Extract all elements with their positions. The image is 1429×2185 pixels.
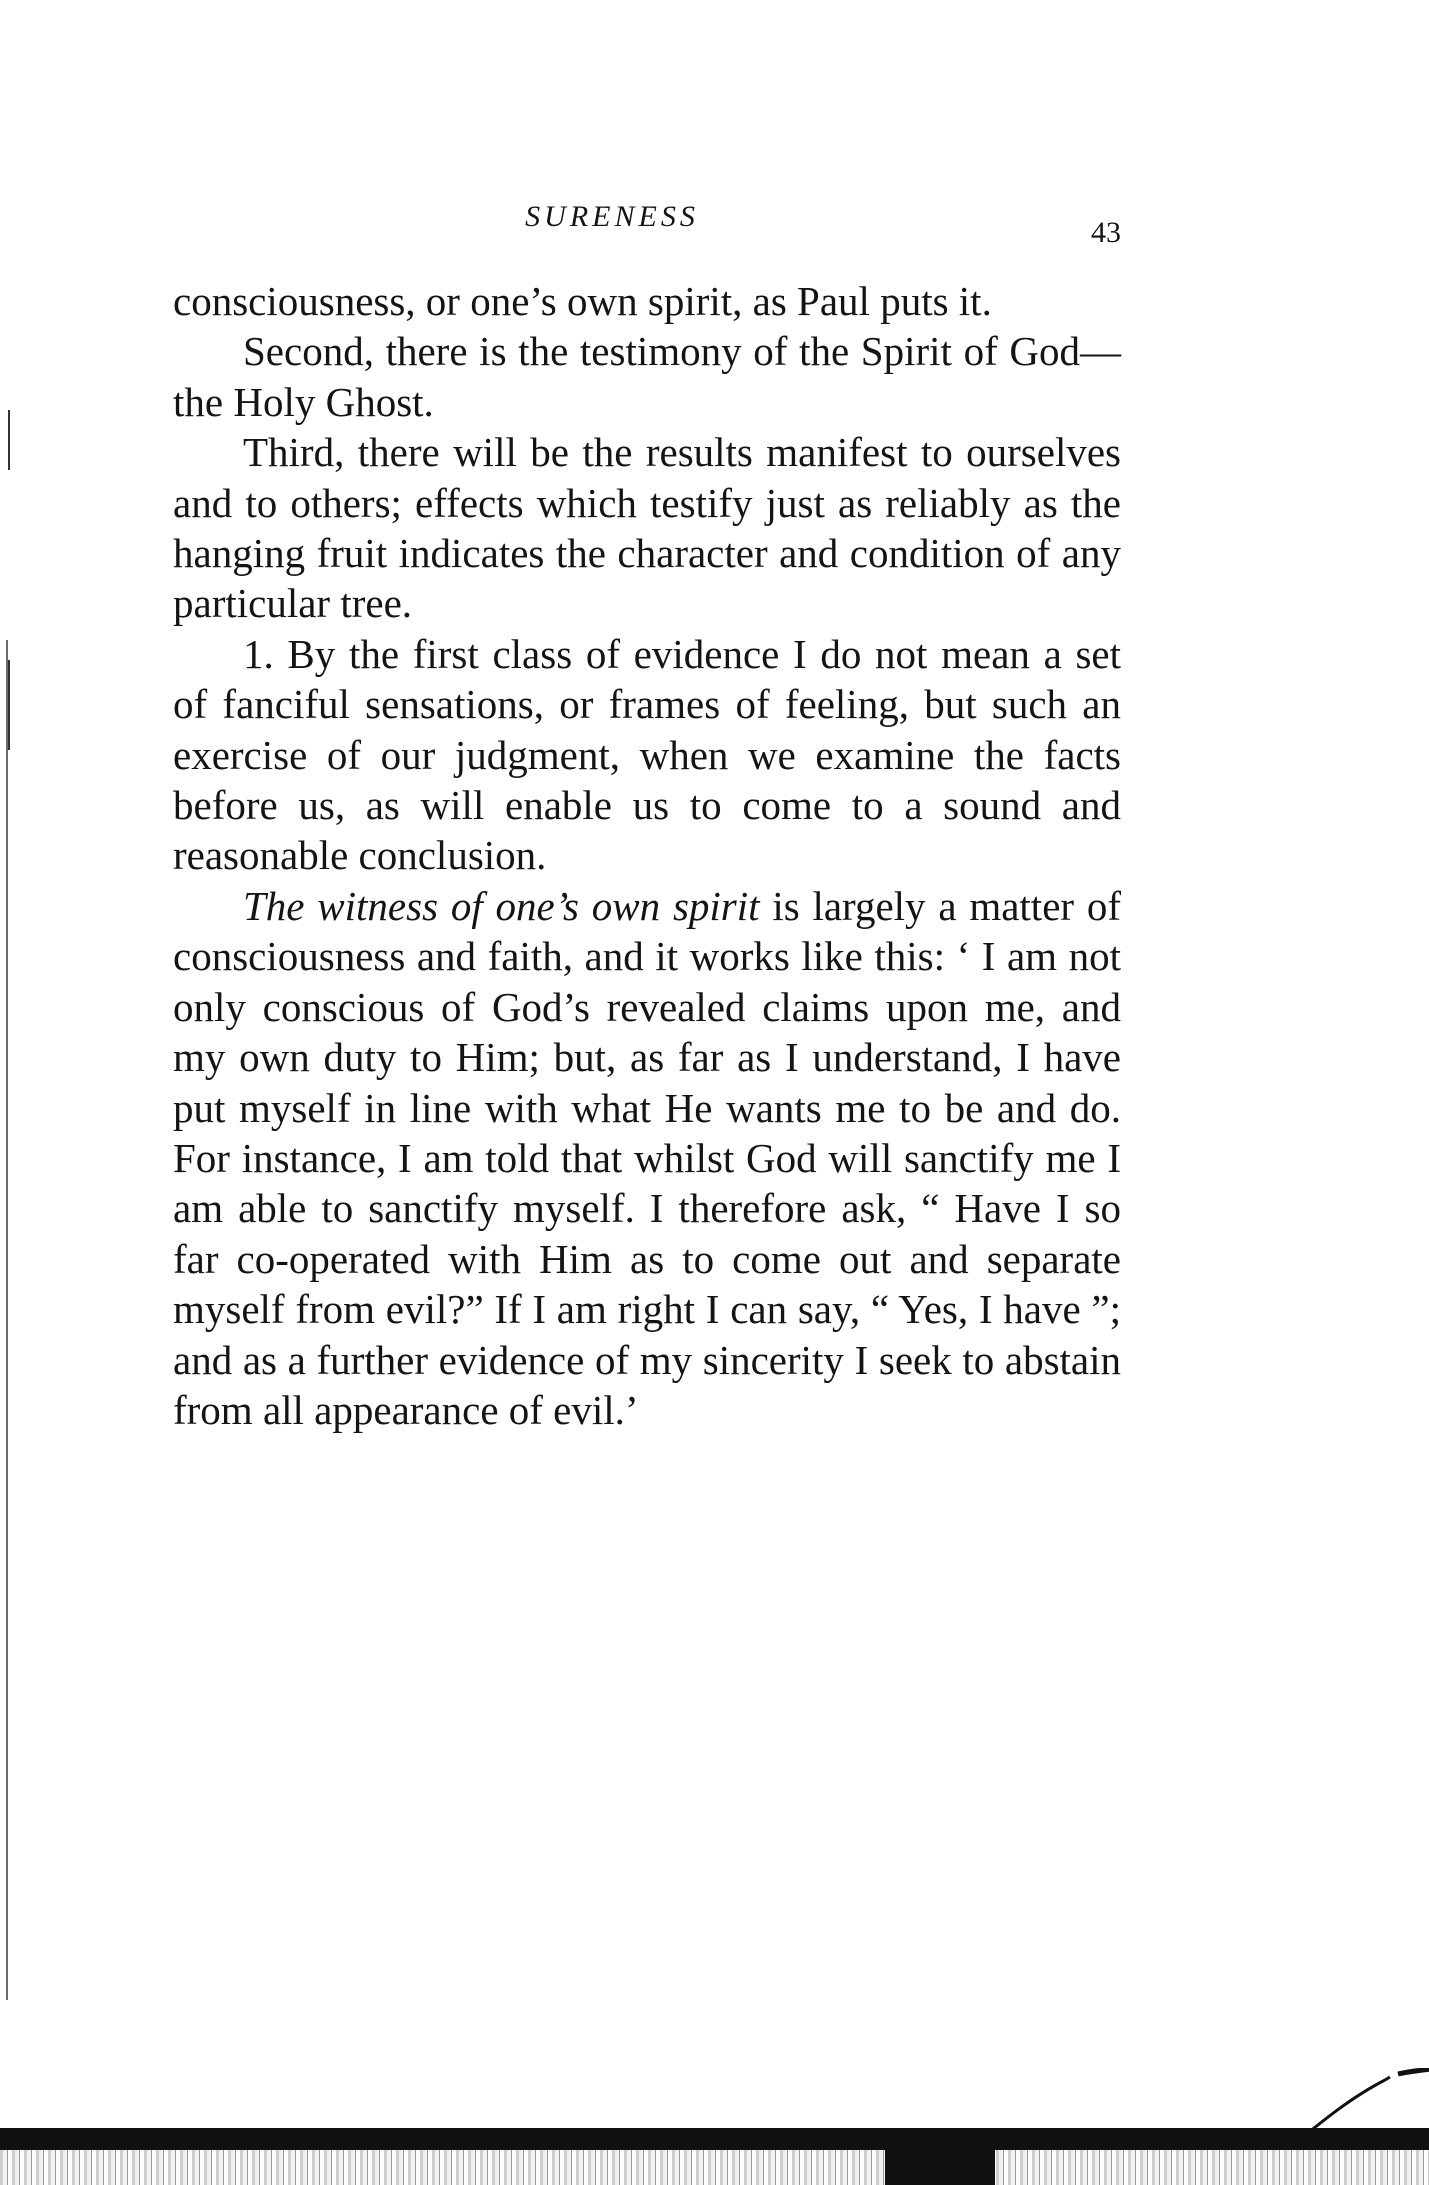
scan-edge-mark — [8, 660, 10, 750]
scan-bottom-grain — [0, 2150, 1429, 2185]
paragraph-third-results: Third, there will be the results manifest to ourselves and to others; effects which testify just as reliably as the hanging fruit indicates the character and condition of any particular tree. — [173, 429, 1121, 627]
body-text — [173, 276, 1121, 1435]
paragraph-witness-of-spirit — [173, 881, 1121, 1435]
running-head: SURENESS — [525, 200, 699, 233]
italic-phrase: The witness of one’s own spirit — [243, 882, 760, 929]
paragraph-second-testimony: Second, there is the testimony of the Spirit of God—the Holy Ghost. — [173, 328, 1121, 425]
paragraph-first-class-evidence: 1. By the first class of evidence I do not mean a set of fanciful sensations, or frames of feeling, but such an exercise of our judgment, when we examine the facts before us, as will enable us to come to a sound and reasonable conclusion. — [173, 630, 1121, 879]
page-number: 43 — [1091, 216, 1121, 249]
scan-edge-mark — [8, 410, 10, 470]
paragraph-continuation: consciousness, or one’s own spirit, as Paul puts it. — [173, 278, 992, 324]
page-header — [173, 200, 1121, 250]
scan-bottom-block — [885, 2150, 995, 2185]
scan-edge-line — [6, 640, 8, 2000]
scan-bottom-bar — [0, 2128, 1429, 2150]
paragraph-witness-text: is largely a matter of consciousness and faith, and it works like this: ‘ I am not only conscious of God’s revealed claims upon me, and my own duty to Him; but, as far as I understand, I have put myself in line with what He wants me to be and do. For instance, I am told that whilst God will sanctify me I am able to sanctify myself. I therefore ask, “ Have I so far co-operated with Him as to come out and separate myself from evil?” If I am right I can say, “ Yes, I have ”; and as a further evidence of my sincerity I seek to abstain from all appearance of evil.’ — [173, 882, 1121, 1433]
